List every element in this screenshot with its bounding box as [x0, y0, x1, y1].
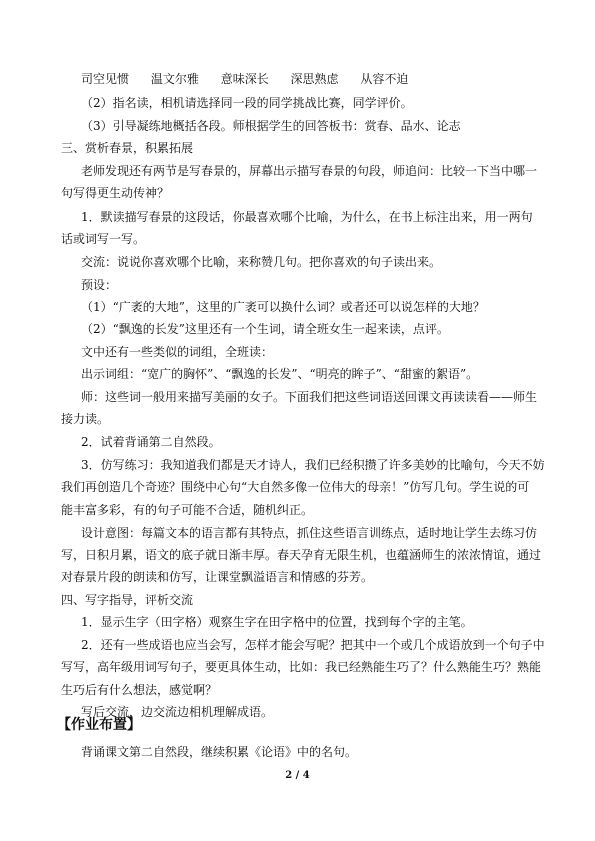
text-line: 师：这些词一般用来描写美丽的女子。下面我们把这些词语送回课文再读读看——师生	[81, 390, 538, 404]
idiom: 意味深长	[220, 72, 269, 86]
idiom: 深思熟虑	[290, 72, 339, 86]
text-line: 老师发现还有两节是写春景的，屏幕出示描写春景的句段，师追问：比较一下当中哪一	[81, 164, 538, 178]
text-line: 设计意图：每篇文本的语言都有其特点，抓住这些语言训练点，适时地让学生去练习仿	[81, 526, 538, 540]
text-line: 接力读。	[61, 412, 110, 426]
homework-heading: 【作业布置】	[57, 717, 141, 733]
homework-text: 背诵课文第二自然段，继续积累《论语》中的名句。	[81, 745, 358, 759]
text-line: 写，日积月累，语文的底子就日渐丰厚。春天孕育无限生机，也蕴涵师生的浓浓情谊，通过	[61, 548, 542, 562]
idiom-list	[81, 72, 571, 88]
text-line: 话或词写一写。	[61, 232, 146, 246]
text-line: 1．显示生字（田字格）观察生字在田字格中的位置，找到每个字的主笔。	[81, 615, 473, 629]
text-line: 能丰富多彩，有的句子可能不合适，随机纠正。	[61, 503, 314, 517]
page-number: 2 / 4	[285, 770, 310, 781]
idiom: 温文尔雅	[150, 72, 199, 86]
text-line: 文中还有一些类似的词组，全班读：	[81, 345, 274, 359]
text-line: 我们再创造几个奇迹？围绕中心句“大自然多像一位伟大的母亲！”仿写几句。学生说的可	[61, 480, 530, 494]
text-line: 1．默读描写春景的这段话，你最喜欢哪个比喻，为什么，在书上标注出来，用一两句	[81, 210, 533, 224]
text-line: 写后交流，边交流边相机理解成语。	[81, 705, 274, 719]
idiom: 从容不迫	[360, 72, 409, 86]
text-line: 2．还有一些成语也应当会写，怎样才能会写呢？把其中一个或几个成语放到一个句子中	[81, 638, 545, 652]
text-line: 生巧后有什么想法，感觉啊？	[61, 683, 218, 697]
text-line: （2）指名读，相机请选择同一段的同学挑战比赛，同学评价。	[81, 96, 413, 110]
section-heading: 四、写字指导，评析交流	[61, 593, 194, 607]
section-heading: 三、赏析春景，积累拓展	[61, 141, 194, 155]
text-line: 交流：说说你喜欢哪个比喻，来称赞几句。把你喜欢的句子读出来。	[81, 255, 442, 269]
text-line: 预设：	[81, 278, 118, 292]
text-line: 对春景片段的朗读和仿写，让课堂飘溢语言和情感的芬芳。	[61, 570, 374, 584]
text-line: （1）“广袤的大地”，这里的广袤可以换什么词？或者还可以说怎样的大地？	[81, 300, 485, 314]
text-line: 2．试着背诵第二自然段。	[81, 435, 221, 449]
text-line: 3．仿写练习：我知道我们都是天才诗人，我们已经积攒了许多美妙的比喻句，今天不妨	[81, 458, 545, 472]
text-line: 写写，高年级用词写句子，要更具体生动，比如：我已经熟能生巧了？什么熟能生巧？熟能	[61, 660, 542, 674]
text-line: 出示词组：“宽广的胸怀”、“飘逸的长发”、“明亮的眸子”、“甜蜜的絮语”。	[81, 367, 479, 381]
text-line: 句写得更生动传神？	[61, 186, 170, 200]
text-line: （3）引导凝练地概括各段。师根据学生的回答板书：赏春、品水、论志	[81, 119, 461, 133]
text-line: （2）“飘逸的长发”这里还有一个生词，请全班女生一起来读，点评。	[81, 322, 449, 336]
idiom: 司空见惯	[81, 72, 130, 86]
